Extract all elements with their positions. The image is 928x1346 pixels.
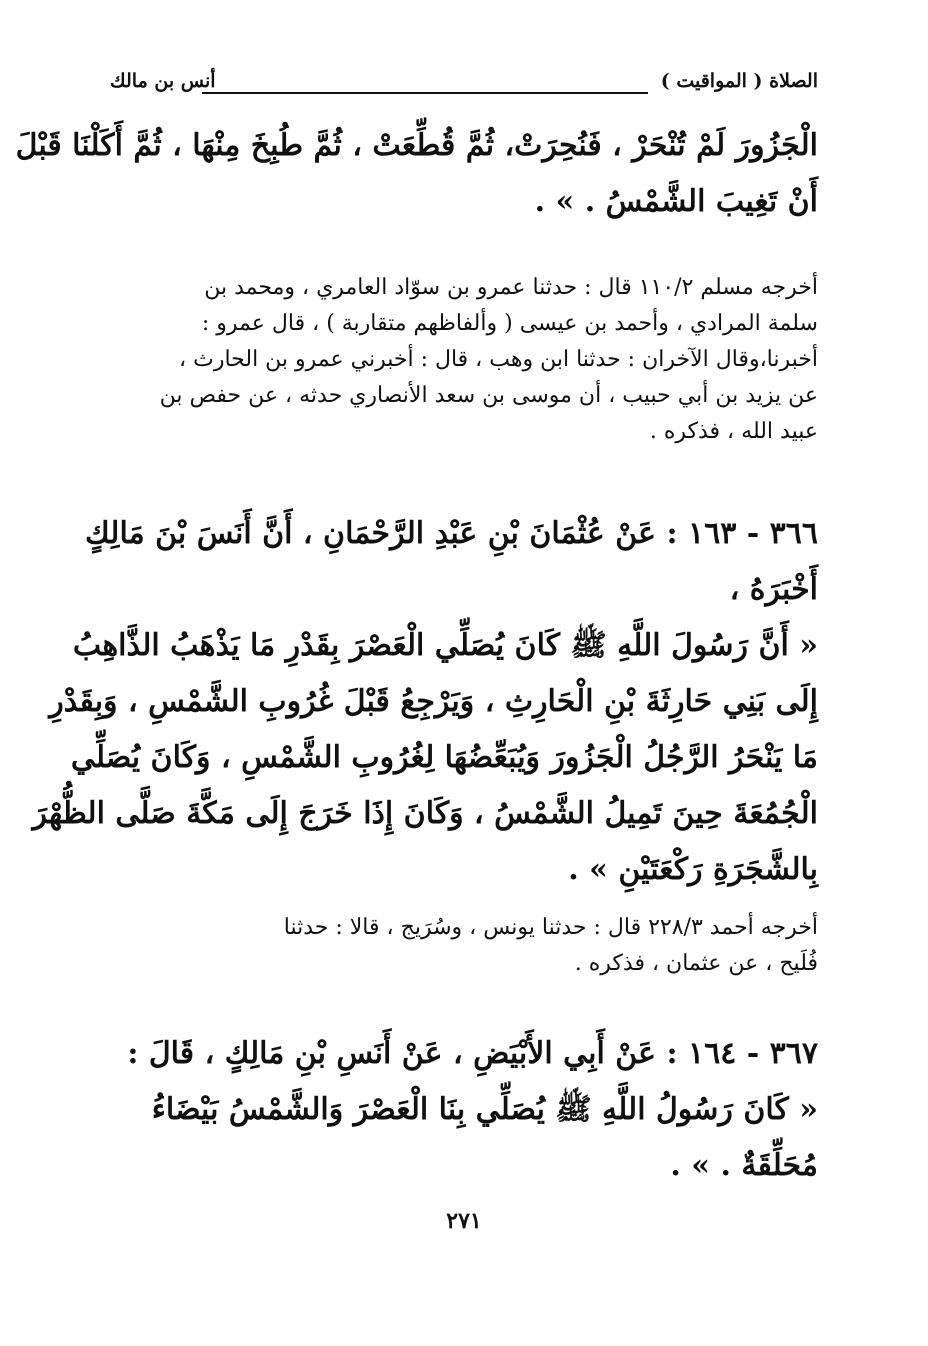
page-number: ٢٧١ [446, 1208, 482, 1234]
takhrij-line: أخرجه مسلم ١١٠/٢ قال : حدثنا عمرو بن سوّاد العامري ، ومحمد بن [204, 275, 818, 300]
hadith-366 [32, 506, 818, 898]
header-narrator-name: أنس بن مالك [110, 70, 216, 92]
takhrij-ahmad [110, 910, 818, 982]
hadith-line: إِلَى بَنِي حَارِثَةَ بْنِ الْحَارِثِ ، وَيَرْجِعُ قَبْلَ غُرُوبِ الشَّمْسِ ، وَبِقَدْرِ [49, 684, 818, 719]
hadith-line: ٣٦٧ - ١٦٤ : عَنْ أَبِي الأَبْيَضِ ، عَنْ أَنَسِ بْنِ مَالِكٍ ، قَالَ : [127, 1036, 818, 1071]
hadith-line: أَخْبَرَهُ ، [729, 572, 818, 607]
hadith-line: الْجُمُعَةَ حِينَ تَمِيلُ الشَّمْسُ ، وَكَانَ إِذَا خَرَجَ إِلَى مَكَّةَ صَلَّى الظُّهْرَ [32, 796, 818, 831]
takhrij-line: عن يزيد بن أبي حبيب ، أن موسى بن سعد الأنصاري حدثه ، عن حفص بن [159, 383, 818, 408]
hadith-line: « أَنَّ رَسُولَ اللَّهِ ﷺ كَانَ يُصَلِّي الْعَصْرَ بِقَدْرِ مَا يَذْهَبُ الذَّاهِبُ [72, 628, 818, 663]
takhrij-line: سلمة المرادي ، وأحمد بن عيسى ( وألفاظهم متقاربة ) ، قال عمرو : [201, 311, 818, 336]
hadith-line: ٣٦٦ - ١٦٣ : عَنْ عُثْمَانَ بْنِ عَبْدِ الرَّحْمَانِ ، أَنَّ أَنَسَ بْنَ مَالِكٍ [85, 516, 818, 551]
hadith-line: الْجَزُورَ لَمْ تُنْحَرْ ، فَنُحِرَتْ، ثُمَّ قُطِّعَتْ ، ثُمَّ طُبِخَ مِنْهَا ، ثُمَّ أَكَلْنَا قَبْلَ [15, 128, 818, 163]
header-section-title: الصلاة ( المواقيت ) [660, 70, 818, 92]
hadith-continuation [15, 118, 818, 230]
running-header [110, 70, 818, 100]
header-rule [202, 92, 648, 94]
hadith-367 [110, 1026, 818, 1194]
takhrij-line: فُلَيح ، عن عثمان ، فذكره . [574, 951, 818, 976]
hadith-line: مَا يَنْحَرُ الرَّجُلُ الْجَزُورَ وَيُبَعِّضُهَا لِغُرُوبِ الشَّمْسِ ، وَكَانَ يُصَلِّي [70, 740, 818, 775]
takhrij-line: أخرجه أحمد ٢٢٨/٣ قال : حدثنا يونس ، وسُرَيج ، قالا : حدثنا [283, 915, 818, 940]
hadith-line: مُحَلِّقَةٌ . » . [670, 1148, 818, 1183]
hadith-line: بِالشَّجَرَةِ رَكْعَتَيْنِ » . [568, 852, 818, 887]
takhrij-line: عبيد الله ، فذكره . [649, 419, 818, 444]
hadith-line: « كَانَ رَسُولُ اللَّهِ ﷺ يُصَلِّي بِنَا الْعَصْرَ وَالشَّمْسُ بَيْضَاءُ [151, 1092, 818, 1127]
takhrij-line: أخبرنا،وقال الآخران : حدثنا ابن وهب ، قال : أخبرني عمرو بن الحارث ، [179, 347, 818, 372]
takhrij-muslim [110, 270, 818, 450]
hadith-line: أَنْ تَغِيبَ الشَّمْسُ . » . [534, 184, 818, 219]
